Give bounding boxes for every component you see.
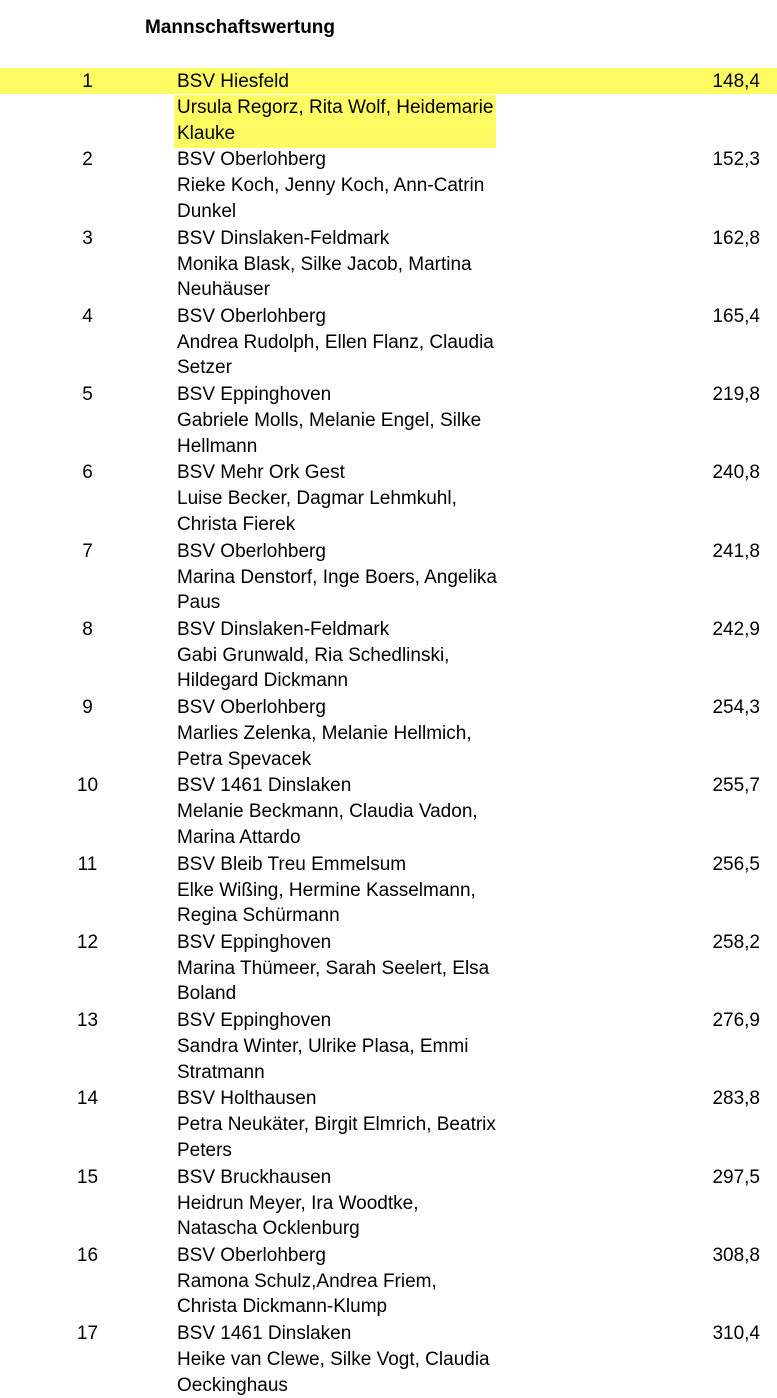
team-members: Heike van Clewe, Silke Vogt, Claudia Oeckinghaus [177, 1349, 490, 1396]
score: 162,8 [712, 227, 760, 249]
list-item [0, 381, 777, 459]
list-item [0, 1320, 777, 1398]
club-name: BSV Bleib Treu Emmelsum [177, 853, 407, 875]
team-members: Ursula Regorz, Rita Wolf, Heidemarie Klauke [174, 95, 496, 148]
score: 256,5 [712, 853, 760, 875]
score: 297,5 [712, 1166, 760, 1188]
list-item [0, 459, 777, 537]
list-item [0, 146, 777, 224]
team-members: Luise Becker, Dagmar Lehmkuhl, Christa Fierek [177, 488, 457, 535]
score: 152,3 [712, 149, 760, 171]
club-name: BSV Hiesfeld [177, 71, 289, 92]
list-item [0, 694, 777, 772]
rank: 15 [76, 1166, 99, 1188]
club-name: BSV Oberlohberg [177, 149, 326, 171]
club-name: BSV Eppinghoven [177, 1010, 332, 1031]
club-name: BSV Eppinghoven [177, 384, 332, 405]
rank: 16 [76, 1244, 99, 1266]
rank: 7 [82, 540, 93, 562]
rank: 11 [77, 853, 98, 875]
team-members: Gabi Grunwald, Ria Schedlinski, Hildegard Dickmann [177, 644, 450, 692]
page-title: Mannschaftswertung [145, 17, 336, 38]
club-name: BSV Oberlohberg [177, 540, 326, 562]
list-item [0, 1164, 777, 1242]
list-item [0, 1085, 777, 1163]
club-name: BSV Dinslaken-Feldmark [177, 227, 390, 249]
rank: 2 [82, 149, 93, 171]
team-members: Ramona Schulz,Andrea Friem, Christa Dickmann-Klump [177, 1270, 437, 1318]
team-members: Gabriele Molls, Melanie Engel, Silke Hellmann [177, 410, 482, 457]
highlighted-row [0, 68, 777, 94]
team-members: Andrea Rudolph, Ellen Flanz, Claudia Setzer [177, 331, 494, 379]
team-members: Petra Neukäter, Birgit Elmrich, Beatrix Peters [177, 1114, 496, 1161]
team-members: Marlies Zelenka, Melanie Hellmich, Petra Spevacek [177, 723, 472, 770]
club-name: BSV Bruckhausen [177, 1166, 332, 1188]
score: 241,8 [712, 540, 760, 562]
team-members: Marina Thümeer, Sarah Seelert, Elsa Boland [177, 957, 490, 1005]
club-name: BSV Dinslaken-Feldmark [177, 618, 390, 640]
team-members: Rieke Koch, Jenny Koch, Ann-Catrin Dunkel [177, 175, 485, 222]
list-item [0, 303, 777, 381]
rank: 1 [82, 71, 93, 92]
list-item [0, 538, 777, 616]
club-name: BSV Oberlohberg [177, 697, 326, 718]
team-members: Monika Blask, Silke Jacob, Martina Neuhäuser [177, 253, 472, 300]
rank: 6 [82, 462, 93, 484]
club-name: BSV 1461 Dinslaken [177, 1323, 352, 1344]
club-name: BSV 1461 Dinslaken [177, 775, 352, 797]
team-members: Marina Denstorf, Inge Boers, Angelika Paus [177, 566, 498, 613]
score: 165,4 [712, 305, 760, 327]
rank: 13 [76, 1010, 99, 1031]
list-item [0, 1242, 777, 1320]
list-item [0, 772, 777, 850]
list-item [0, 1007, 777, 1085]
score: 310,4 [712, 1323, 760, 1344]
score: 283,8 [712, 1088, 760, 1110]
score: 276,9 [712, 1010, 760, 1031]
team-ranking-list [0, 68, 777, 1398]
score: 219,8 [712, 384, 760, 405]
club-name: BSV Holthausen [177, 1088, 317, 1110]
list-item [0, 616, 777, 694]
club-name: BSV Mehr Ork Gest [177, 462, 345, 484]
list-item [0, 225, 777, 303]
rank: 14 [76, 1088, 99, 1110]
rank: 4 [82, 305, 93, 327]
club-name: BSV Oberlohberg [177, 1244, 326, 1266]
rank: 12 [76, 931, 99, 953]
rank: 3 [82, 227, 93, 249]
list-item [0, 929, 777, 1007]
rank: 9 [82, 697, 93, 718]
team-members: Elke Wißing, Hermine Kasselmann, Regina Schürmann [177, 879, 476, 926]
score: 240,8 [712, 462, 760, 484]
rank: 8 [82, 618, 93, 640]
list-item [0, 851, 777, 929]
score: 148,4 [712, 71, 760, 92]
team-members: Melanie Beckmann, Claudia Vadon, Marina Attardo [177, 801, 478, 848]
club-name: BSV Oberlohberg [177, 305, 326, 327]
team-members: Heidrun Meyer, Ira Woodtke, Natascha Ocklenburg [177, 1192, 419, 1239]
score: 242,9 [712, 618, 760, 640]
rank: 10 [76, 775, 99, 797]
team-members: Sandra Winter, Ulrike Plasa, Emmi Stratmann [177, 1036, 469, 1083]
score: 258,2 [712, 931, 760, 953]
rank: 17 [76, 1323, 99, 1344]
score: 254,3 [712, 697, 760, 718]
score: 255,7 [712, 775, 760, 797]
rank: 5 [82, 384, 93, 405]
club-name: BSV Eppinghoven [177, 931, 332, 953]
list-item [0, 68, 777, 146]
score: 308,8 [712, 1244, 760, 1266]
